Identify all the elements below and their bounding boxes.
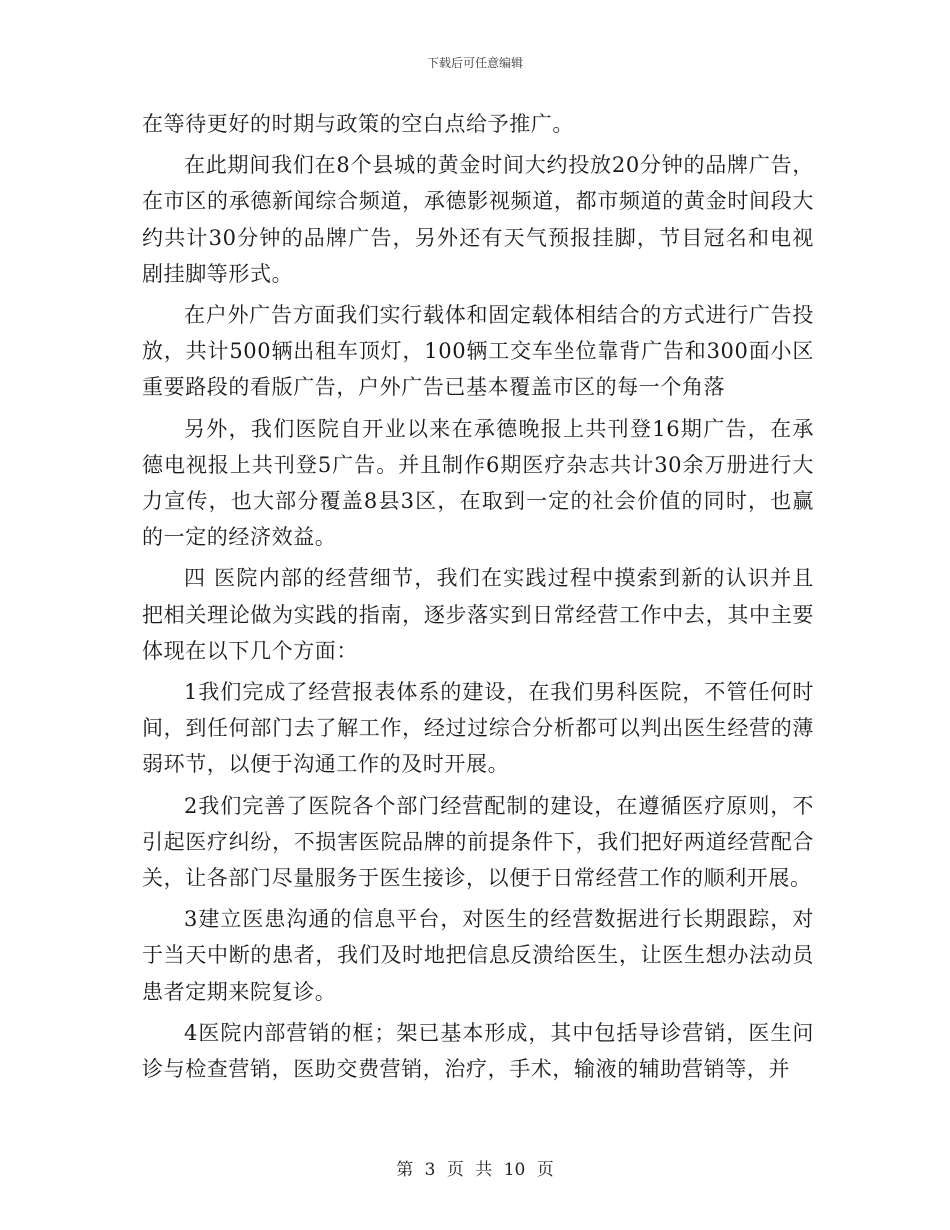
- page-footer: 第 3 页 共 10 页: [396, 1160, 554, 1180]
- paragraph-8: 3建立医患沟通的信息平台，对医生的经营数据进行长期跟踪，对于当天中断的患者，我们及时地把信息反溃给医生，让医生想办法动员患者定期来院复诊。: [142, 907, 814, 1004]
- paragraph-7: 2我们完善了医院各个部门经营配制的建设，在遵循医疗原则，不引起医疗纠纷，不损害医院品牌的前提条件下，我们把好两道经营配合关，让各部门尽量服务于医生接诊，以便于日常经营工作的顺利开展。: [142, 793, 814, 891]
- paragraph-6: 1我们完成了经营报表体系的建设，在我们男科医院，不管任何时间，到任何部门去了解工作，经过过综合分析都可以判出医生经营的薄弱环节，以便于沟通工作的及时开展。: [142, 680, 814, 777]
- page-header: 下载后可任意编辑: [426, 56, 523, 70]
- document-body: [142, 106, 814, 1092]
- paragraph-9: 4医院内部营销的框；架已基本形成，其中包括导诊营销，医生问诊与检查营销，医助交费营销，治疗，手术，输液的辅助营销等，并: [142, 1020, 814, 1082]
- paragraph-2: 在此期间我们在8个县城的黄金时间大约投放20分钟的品牌广告，在市区的承德新闻综合频道，承德影视频道，都市频道的黄金时间段大约共计30分钟的品牌广告，另外还有天气预报挂脚，节目冠名和电视剧挂脚等形式。: [142, 153, 814, 286]
- paragraph-5: 四 医院内部的经营细节，我们在实践过程中摸索到新的认识并且把相关理论做为实践的指南，逐步落实到日常经营工作中去，其中主要体现在以下几个方面：: [142, 566, 814, 663]
- paragraph-1: 在等待更好的时期与政策的空白点给予推广。: [142, 112, 574, 136]
- paragraph-4: 另外，我们医院自开业以来在承德晚报上共刊登16期广告，在承德电视报上共刊登5广告。并且制作6期医疗杂志共计30余万册进行大力宣传，也大部分覆盖8县3区，在取到一定的社会价值的同时，也赢的一定的经济效益。: [142, 416, 814, 550]
- paragraph-3: 在户外广告方面我们实行载体和固定载体相结合的方式进行广告投放，共计500辆出租车顶灯，100辆工交车坐位靠背广告和300面小区重要路段的看版广告，户外广告已基本覆盖市区的每一个角落: [142, 303, 814, 400]
